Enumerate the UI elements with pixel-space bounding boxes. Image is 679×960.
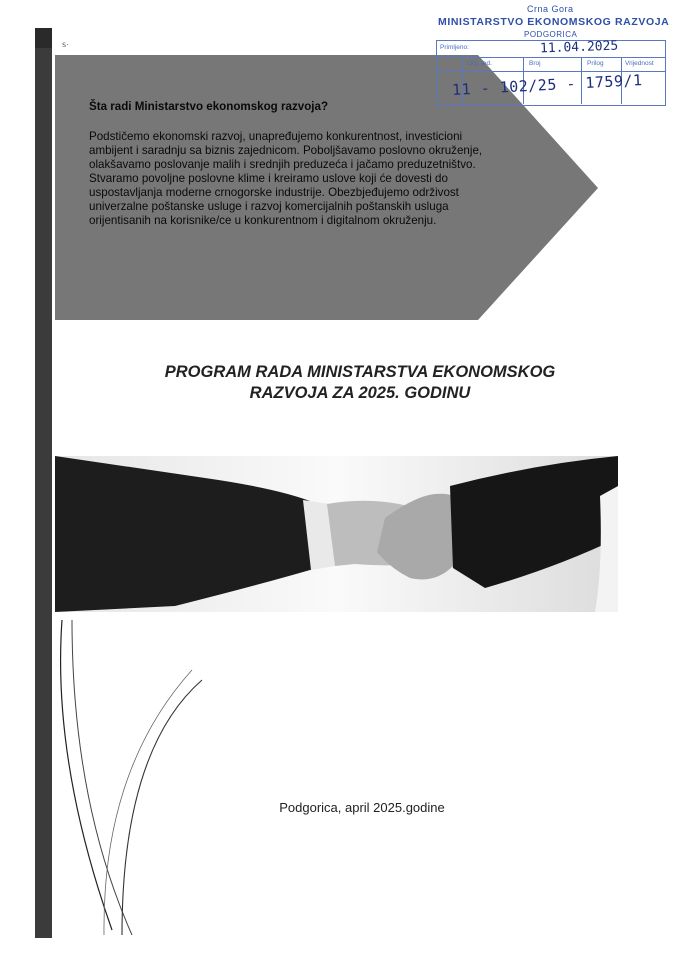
handwritten-date: 11.04.2025 [539, 38, 619, 57]
ministry-description: Podstičemo ekonomski razvoj, unapređujemo konkurentnost, investicioni ambijent i saradnju sa biznis zajednicom. Poboljšavamo poslovno okruženje, olakšavamo poslovanje malih i srednjih preduzeća i jačamo preduzetništvo. Stvaramo povoljne poslovne klime i kreiramo uslove koji će dovesti do uspostavljanja moderne crnogorske industrije. Obezbjeđujemo održivost univerzalne poštanske usluge i razvoj komercijalnih poštanskih usluga orijentisanih na korisnike/ce u konkurentnom i digitalnom okruženju. [89, 130, 483, 227]
stamp-col-attachment: Prilog [587, 60, 604, 67]
place-date-text: Podgorica, april 2025.godine [279, 800, 445, 815]
footer-place-date [0, 800, 679, 815]
stamp-col-org: Org. jed. [467, 60, 492, 67]
handshake-illustration [55, 456, 618, 612]
decorative-curves [52, 600, 212, 940]
stamp-row-columns [437, 57, 665, 72]
stamp-ministry: MINISTARSTVO EKONOMSKOG RAZVOJA [438, 16, 670, 28]
scan-corner-mark: ꜱ· [62, 40, 69, 49]
title-line-2: RAZVOJA ZA 2025. GODINU [249, 384, 471, 402]
stamp-col-number: Broj [529, 60, 541, 67]
handshake-photo [55, 456, 618, 612]
arrow-text-block [89, 100, 509, 228]
handwritten-registry-number: 11 - 102/25 - 1759/1 [451, 71, 643, 99]
stamp-col-value: Vrijednost [625, 60, 654, 67]
stamp-country: Crna Gora [527, 4, 574, 14]
title-line-1: PROGRAM RADA MINISTARSTVA EKONOMSKOG [164, 363, 556, 381]
stamp-city: PODGORICA [524, 30, 578, 39]
stamp-received-label: Primljeno: [440, 44, 469, 51]
ministry-question: Šta radi Ministarstvo ekonomskog razvoja? [89, 100, 329, 113]
registry-stamp [432, 4, 668, 104]
document-title [100, 362, 620, 404]
